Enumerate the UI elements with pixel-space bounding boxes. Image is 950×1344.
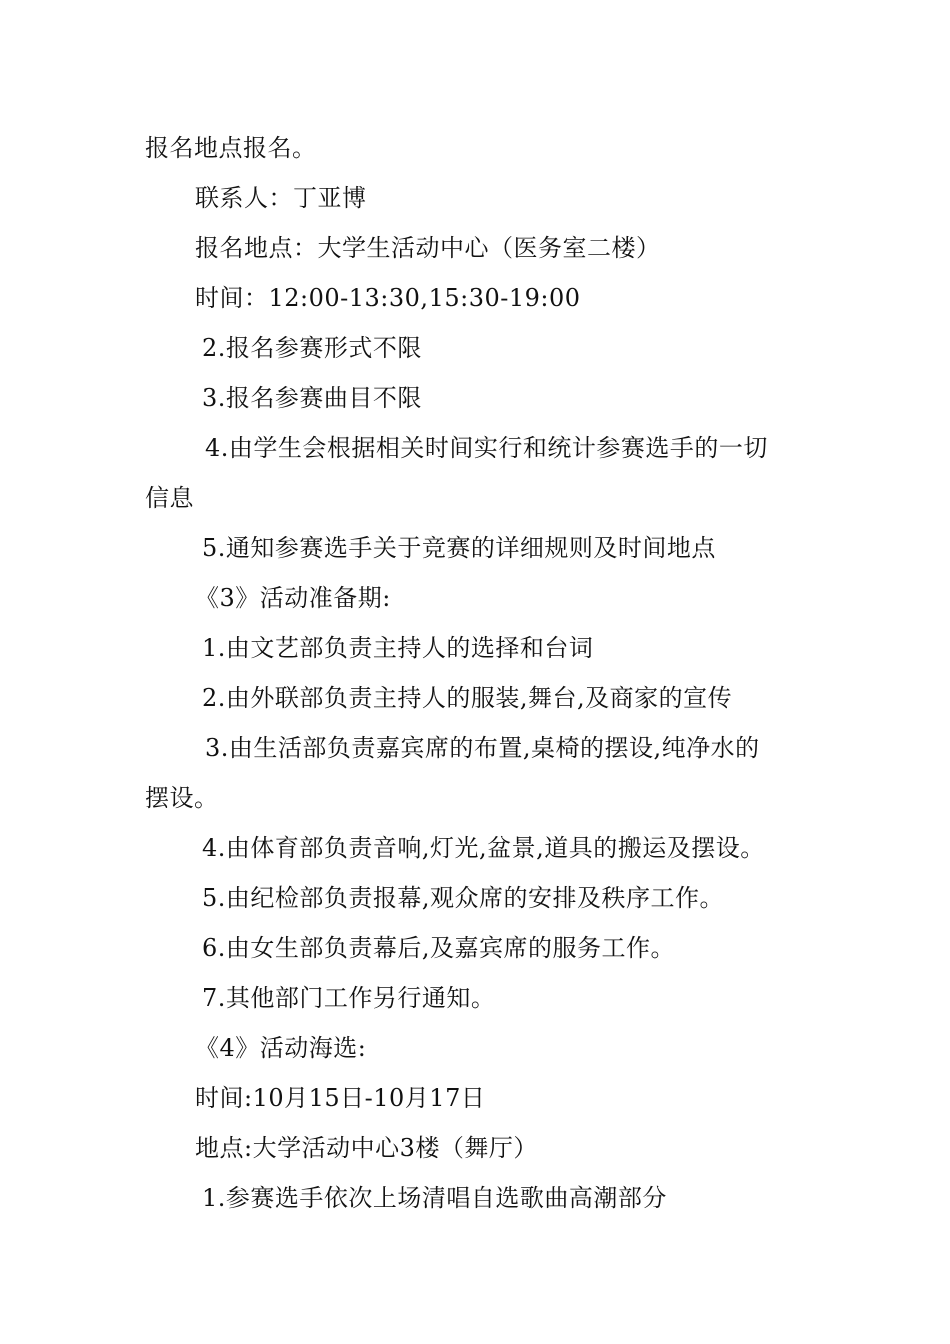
- text-line: 信息: [145, 484, 194, 512]
- text-line: 2.报名参赛形式不限: [202, 334, 422, 362]
- text-line: 2.由外联部负责主持人的服装,舞台,及商家的宣传: [202, 684, 733, 712]
- text-line: 3.由生活部负责嘉宾席的布置,桌椅的摆设,纯净水的: [205, 734, 760, 762]
- text-line: 联系人：丁亚博: [195, 184, 367, 212]
- text-line: 1.由文艺部负责主持人的选择和台词: [202, 634, 594, 662]
- text-line: 时间:10月15日-10月17日: [195, 1084, 486, 1112]
- section-heading: 《4》活动海选:: [195, 1034, 367, 1062]
- text-line: 5.由纪检部负责报幕,观众席的安排及秩序工作。: [202, 884, 725, 912]
- text-line: 1.参赛选手依次上场清唱自选歌曲高潮部分: [202, 1184, 667, 1212]
- text-line: 报名地点：大学生活动中心（医务室二楼）: [195, 234, 661, 262]
- text-line: 6.由女生部负责幕后,及嘉宾席的服务工作。: [202, 934, 676, 962]
- section-heading: 《3》活动准备期:: [195, 584, 391, 612]
- text-line: 地点:大学活动中心3楼（舞厅）: [195, 1134, 538, 1162]
- text-line: 5.通知参赛选手关于竞赛的详细规则及时间地点: [202, 534, 716, 562]
- text-line: 4.由学生会根据相关时间实行和统计参赛选手的一切: [205, 434, 768, 462]
- text-line: 摆设。: [145, 784, 219, 812]
- text-line: 4.由体育部负责音响,灯光,盆景,道具的搬运及摆设。: [202, 834, 765, 862]
- text-line: 7.其他部门工作另行通知。: [202, 984, 496, 1012]
- text-line: 3.报名参赛曲目不限: [202, 384, 422, 412]
- text-line: 报名地点报名。: [145, 134, 317, 162]
- text-line: 时间：12:00-13:30,15:30-19:00: [195, 284, 581, 312]
